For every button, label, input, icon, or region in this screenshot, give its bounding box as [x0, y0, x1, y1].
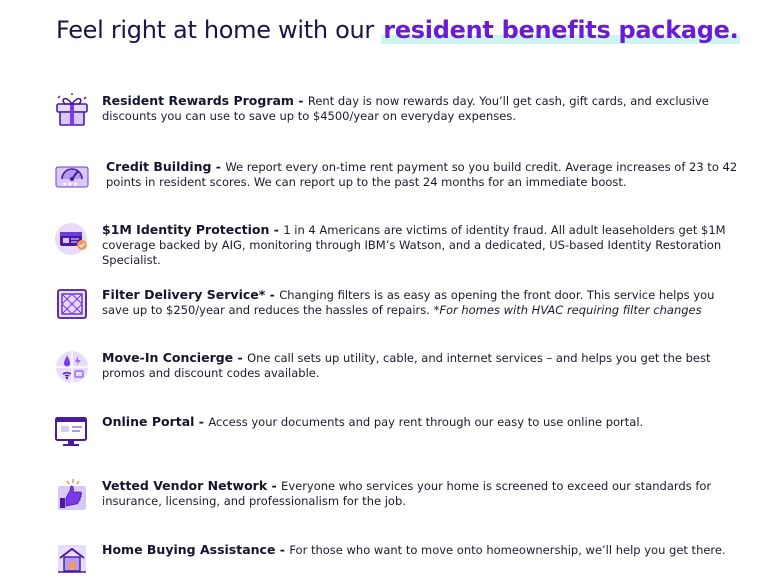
benefit-home-buying-assistance [54, 542, 744, 578]
benefit-resident-rewards [54, 93, 744, 129]
credit-gauge-icon [54, 159, 90, 193]
benefit-description: Everyone who services your home is screened to exceed our standards for insurance, licensing, and professionalism for the job. [102, 479, 712, 508]
benefit-text [102, 350, 742, 381]
benefit-move-in-concierge [54, 350, 744, 386]
svg-text:★★★: ★★★ [62, 181, 79, 188]
house-icon [54, 542, 90, 576]
benefit-title: Online Portal - [102, 414, 209, 429]
thumbs-up-icon [54, 478, 90, 512]
benefit-text [102, 478, 742, 509]
benefit-identity-protection [54, 222, 744, 267]
benefit-footnote: *For homes with HVAC requiring filter changes [433, 303, 702, 317]
benefit-description: 1 in 4 Americans are victims of identity fraud. All adult leaseholders get $1M coverage backed by AIG, monitoring through IBM’s Watson, and a dedicated, US-based Identity Restoration Specialist. [102, 223, 726, 267]
air-filter-icon [54, 287, 90, 321]
benefit-text [102, 93, 742, 124]
benefit-filter-delivery [54, 287, 744, 323]
benefit-title: Resident Rewards Program - [102, 93, 308, 108]
benefit-text [106, 159, 746, 190]
benefit-text [102, 542, 742, 558]
gift-icon [54, 93, 90, 127]
benefit-title: Home Buying Assistance - [102, 542, 290, 557]
benefit-description: We report every on-time rent payment so you build credit. Average increases of 23 to 42 points in resident scores. We can report up to the past 24 months for an immediate boost. [106, 160, 738, 189]
benefit-text [102, 222, 742, 268]
benefit-online-portal [54, 414, 744, 450]
benefit-vetted-vendor-network [54, 478, 744, 514]
benefit-text [102, 287, 742, 318]
id-card-icon [54, 222, 90, 256]
benefit-title: Credit Building - [106, 159, 226, 174]
headline-highlight: resident benefits package. [383, 16, 739, 44]
benefit-credit-building [54, 159, 744, 195]
benefit-description: Changing filters is as easy as opening the front door. This service helps you save up to $250/year and reduces the hassles of repairs. [102, 288, 715, 317]
benefit-title: Vetted Vendor Network - [102, 478, 282, 493]
benefit-description: For those who want to move onto homeownership, we’ll help you get there. [289, 543, 726, 557]
utilities-icon [54, 350, 90, 384]
benefit-title: Move-In Concierge - [102, 350, 248, 365]
page-headline [56, 16, 740, 44]
benefit-description: Rent day is now rewards day. You’ll get cash, gift cards, and exclusive discounts you can use to save up to $4500/year on everyday expenses. [102, 94, 709, 123]
benefit-description: Access your documents and pay rent through our easy to use online portal. [208, 415, 644, 429]
benefit-description: One call sets up utility, cable, and internet services – and helps you get the best promos and discount codes available. [102, 351, 711, 380]
benefit-title: Filter Delivery Service* - [102, 287, 280, 302]
monitor-icon [54, 414, 90, 448]
headline-text: Feel right at home with our [56, 16, 382, 44]
benefit-text [102, 414, 742, 430]
benefit-title: $1M Identity Protection - [102, 222, 284, 237]
